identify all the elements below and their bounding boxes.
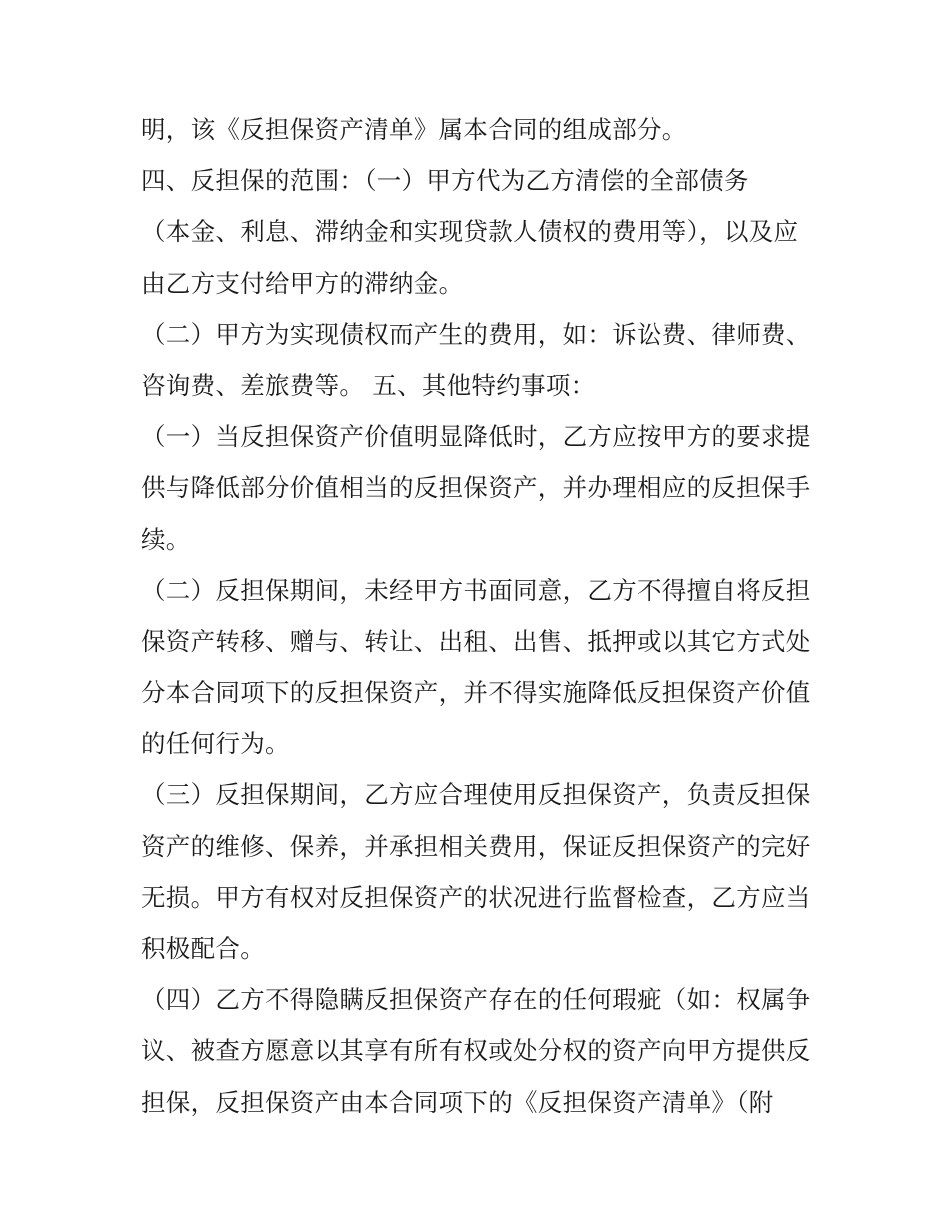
text-line: （本金、利息、滞纳金和实现贷款人债权的费用等），以及应 [141,217,799,247]
text-line: （二）反担保期间，未经甲方书面同意，乙方不得擅自将反担 [141,575,811,605]
text-line: （四）乙方不得隐瞒反担保资产存在的任何瑕疵（如：权属争 [141,985,811,1015]
text-line: 保资产转移、赠与、转让、出租、出售、抵押或以其它方式处 [141,626,811,656]
text-line: 四、反担保的范围：（一）甲方代为乙方清偿的全部债务 [141,166,749,196]
text-line: 续。 [141,524,191,554]
text-line: （三）反担保期间，乙方应合理使用反担保资产，负责反担保 [141,780,811,810]
text-line: （一）当反担保资产价值明显降低时，乙方应按甲方的要求提 [141,422,811,452]
text-line: 议、被查方愿意以其享有所有权或处分权的资产向甲方提供反 [141,1036,811,1066]
text-line: 担保，反担保资产由本合同项下的《反担保资产清单》（附 [141,1087,774,1117]
text-line: 供与降低部分价值相当的反担保资产，并办理相应的反担保手 [141,473,811,503]
text-line: 无损。甲方有权对反担保资产的状况进行监督检查，乙方应当 [141,882,811,912]
text-line: （二）甲方为实现债权而产生的费用，如：诉讼费、律师费、 [141,319,811,349]
contract-text-body [141,104,821,1128]
text-line: 分本合同项下的反担保资产，并不得实施降低反担保资产价值 [141,678,811,708]
text-line: 资产的维修、保养，并承担相关费用，保证反担保资产的完好 [141,831,811,861]
text-line: 由乙方支付给甲方的滞纳金。 [141,268,464,298]
text-line: 明，该《反担保资产清单》属本合同的组成部分。 [141,115,687,144]
text-line: 积极配合。 [141,934,265,963]
text-line: 的任何行为。 [141,729,290,759]
text-line: 咨询费、差旅费等。 五、其他特约事项： [141,370,596,400]
